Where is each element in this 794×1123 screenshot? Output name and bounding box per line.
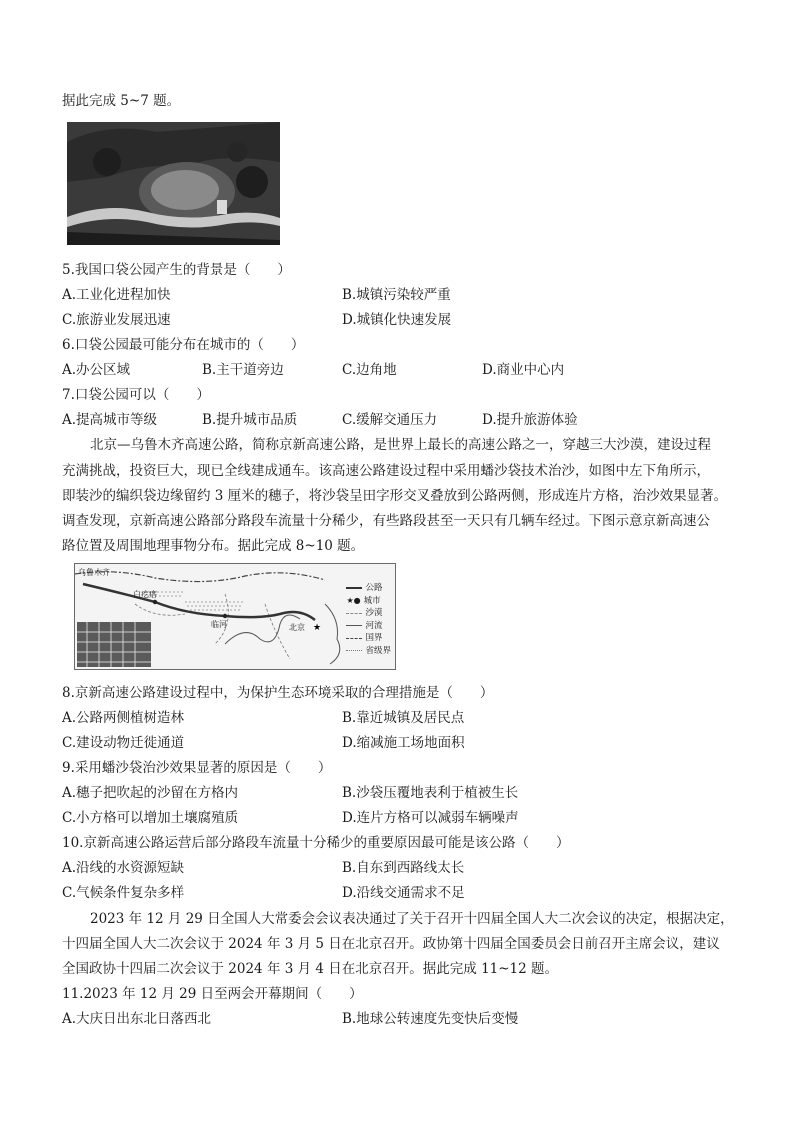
q10-option-a: A.沿线的水资源短缺 — [62, 860, 185, 876]
q7-option-d: D.提升旅游体验 — [482, 412, 578, 428]
q7-stem: 7.口袋公园可以（ ） — [62, 387, 210, 403]
q6-option-a: A.办公区域 — [62, 362, 131, 378]
passage3-line-1: 2023 年 12 月 29 日全国人大常委会会议表决通过了关于召开十四届全国人大二次会议的决定，根据决定， — [90, 911, 734, 927]
map-legend — [346, 582, 391, 657]
q5-option-d: D.城镇化快速发展 — [342, 312, 452, 328]
passage3-line-2: 十四届全国人大二次会议于 2024 年 3 月 5 日在北京召开。政协第十四届全国委员会日前召开主席会议，建议 — [62, 936, 720, 952]
map-label-baijiang: 白疙瘩 — [133, 590, 157, 599]
map-label-urumqi: 乌鲁木齐 — [78, 568, 110, 577]
map-label-linhe: 临河 — [211, 620, 227, 629]
legend-desert: 沙漠 — [346, 607, 391, 620]
q9-option-a: A.穗子把吹起的沙留在方格内 — [62, 785, 239, 801]
park-aerial-image — [67, 122, 280, 245]
q9-option-c: C.小方格可以增加土壤腐殖质 — [62, 810, 239, 826]
q11-option-a: A.大庆日出东北日落西北 — [62, 1011, 212, 1027]
pocket-park-photo — [67, 122, 280, 245]
q9-option-d: D.连片方格可以减弱车辆噪声 — [342, 810, 519, 826]
q10-stem: 10.京新高速公路运营后部分路段车流量十分稀少的重要原因最可能是该公路（ ） — [62, 835, 570, 851]
q5-option-a: A.工业化进程加快 — [62, 287, 171, 303]
legend-city: ★● 城市 — [346, 595, 381, 606]
legend-river: 河流 — [346, 620, 391, 633]
q9-stem: 9.采用蟠沙袋治沙效果显著的原因是（ ） — [62, 760, 332, 776]
q10-option-c: C.气候条件复杂多样 — [62, 885, 185, 901]
q8-option-c: C.建设动物迁徙通道 — [62, 735, 185, 751]
q7-option-b: B.提升城市品质 — [202, 412, 298, 428]
passage3-line-3: 全国政协十四届二次会议于 2024 年 3 月 4 日在北京召开。据此完成 11~12 题。 — [62, 961, 559, 977]
svg-text:★: ★ — [313, 623, 322, 633]
legend-road: 公路 — [346, 582, 391, 595]
desert-area — [145, 592, 245, 610]
passage2-line-2: 充满挑战，投资巨大，现已全线建成通车。该高速公路建设过程中采用蟠沙袋技术治沙，如图中左下角所示， — [62, 463, 710, 479]
q5-stem: 5.我国口袋公园产生的背景是（ ） — [62, 262, 291, 278]
q10-option-b: B.自东到西路线太长 — [342, 860, 465, 876]
q11-option-b: B.地球公转速度先变快后变慢 — [342, 1011, 519, 1027]
q7-option-c: C.缓解交通压力 — [342, 412, 438, 428]
map-label-beijing: 北京 — [289, 623, 305, 632]
passage2-line-4: 调查发现，京新高速公路部分路段车流量十分稀少，有些路段甚至一天只有几辆车经过。下图示意京新高速公 — [62, 513, 710, 529]
q8-option-d: D.缩减施工场地面积 — [342, 735, 465, 751]
q10-option-d: D.沿线交通需求不足 — [342, 885, 465, 901]
passage2-line-1: 北京—乌鲁木齐高速公路，简称京新高速公路，是世界上最长的高速公路之一，穿越三大沙漠，建设过程 — [90, 437, 711, 453]
q9-option-b: B.沙袋压覆地表利于植被生长 — [342, 785, 519, 801]
q6-option-b: B.主干道旁边 — [202, 362, 284, 378]
passage2-line-3: 即装沙的编织袋边缘留约 3 厘米的穗子，将沙袋呈田字形交叉叠放到公路两侧，形成连片方格，治沙效果显著。 — [62, 488, 728, 504]
q7-option-a: A.提高城市等级 — [62, 412, 158, 428]
passage2-line-5: 路位置及周围地理事物分布。据此完成 8~10 题。 — [62, 538, 365, 554]
expressway-map — [74, 563, 396, 670]
q8-option-a: A.公路两侧植树造林 — [62, 710, 185, 726]
q5-option-c: C.旅游业发展迅速 — [62, 312, 171, 328]
national-border — [75, 572, 325, 582]
q6-stem: 6.口袋公园最可能分布在城市的（ ） — [62, 337, 305, 353]
legend-province-border: 省级界 — [346, 645, 391, 658]
q6-option-c: C.边角地 — [342, 362, 397, 378]
q8-option-b: B.靠近城镇及居民点 — [342, 710, 465, 726]
q6-option-d: D.商业中心内 — [482, 362, 565, 378]
q8-stem: 8.京新高速公路建设过程中，为保护生态环境采取的合理措施是（ ） — [62, 685, 494, 701]
q5-option-b: B.城镇污染较严重 — [342, 287, 451, 303]
intro-line: 据此完成 5~7 题。 — [62, 93, 181, 109]
q11-stem: 11.2023 年 12 月 29 日至两会开幕期间（ ） — [62, 986, 363, 1002]
legend-national-border: 国界 — [346, 632, 391, 645]
